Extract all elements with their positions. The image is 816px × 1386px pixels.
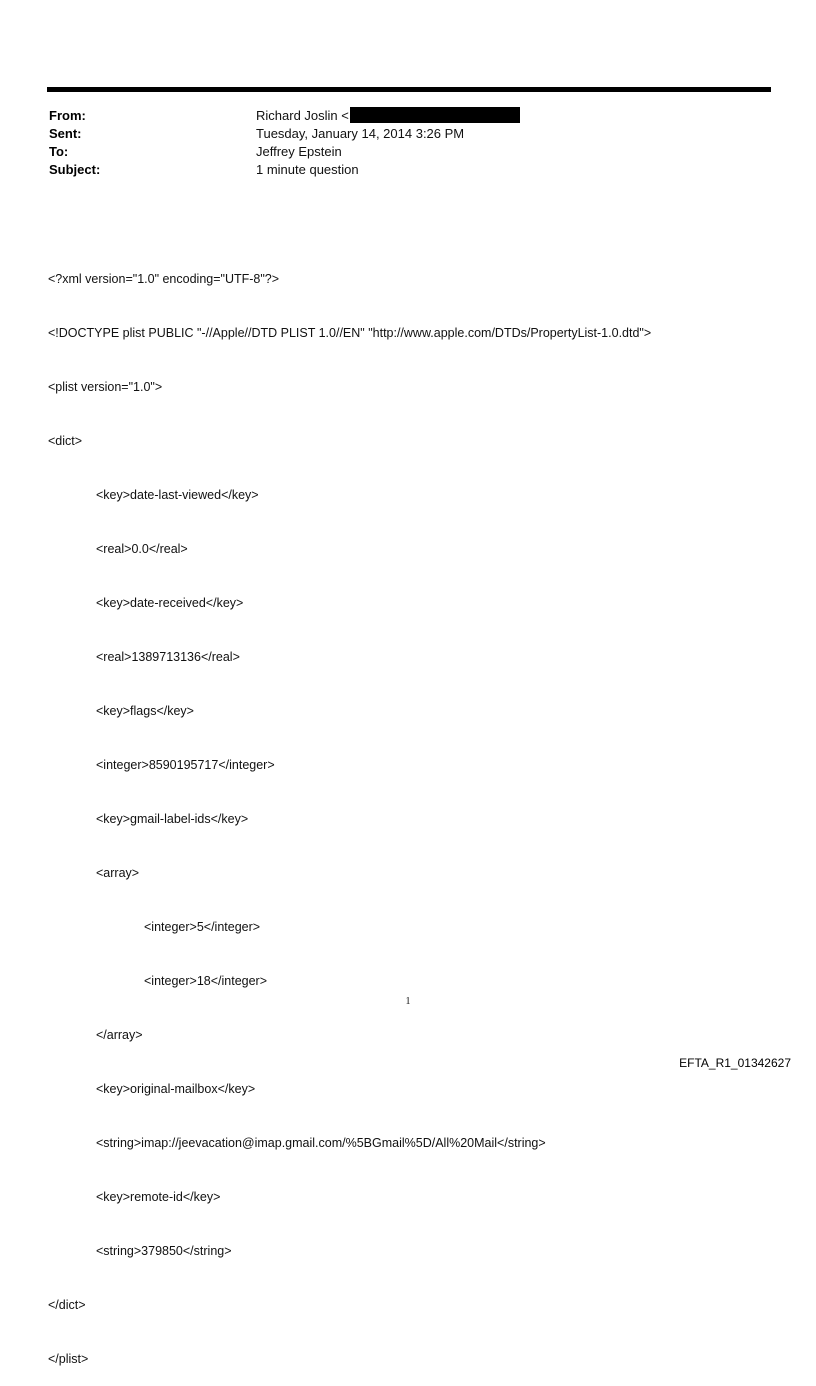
body-line: </plist>: [48, 1352, 89, 1366]
subject-value: 1 minute question: [256, 162, 359, 177]
body-line: <key>remote-id</key>: [96, 1190, 221, 1204]
body-line: <key>gmail-label-ids</key>: [96, 812, 249, 826]
to-row: [49, 143, 749, 161]
body-line: <array>: [96, 866, 140, 880]
page-number: 1: [405, 996, 411, 1007]
body-line: <!DOCTYPE plist PUBLIC "-//Apple//DTD PLIST 1.0//EN" "http://www.apple.com/DTDs/PropertyList-1.0.dtd">: [48, 326, 652, 340]
body-line: <real>1389713136</real>: [96, 650, 240, 664]
sent-row: [49, 125, 749, 143]
email-header: [49, 107, 749, 179]
body-line: <integer>5</integer>: [144, 920, 261, 934]
from-value: [256, 107, 520, 125]
body-line: <key>date-received</key>: [96, 596, 244, 610]
body-line: </dict>: [48, 1298, 86, 1312]
from-label: From:: [49, 108, 86, 123]
body-line: </array>: [96, 1028, 143, 1042]
body-line: <key>original-mailbox</key>: [96, 1082, 256, 1096]
body-line: <integer>8590195717</integer>: [96, 758, 275, 772]
from-row: [49, 107, 749, 125]
body-line: <string>imap://jeevacation@imap.gmail.com/%5BGmail%5D/All%20Mail</string>: [96, 1136, 546, 1150]
from-name: Richard Joslin <: [256, 108, 349, 123]
sent-label: Sent:: [49, 126, 82, 141]
sent-value: Tuesday, January 14, 2014 3:26 PM: [256, 126, 465, 141]
email-body: [48, 234, 788, 1386]
redaction-box: [350, 107, 520, 123]
body-line: <plist version="1.0">: [48, 380, 163, 394]
to-value: Jeffrey Epstein: [256, 144, 342, 159]
body-line: <string>379850</string>: [96, 1244, 232, 1258]
body-line: <real>0.0</real>: [96, 542, 188, 556]
body-line: <key>flags</key>: [96, 704, 194, 718]
subject-label: Subject:: [49, 162, 101, 177]
subject-row: [49, 161, 749, 179]
to-label: To:: [49, 144, 69, 159]
body-line: <?xml version="1.0" encoding="UTF-8"?>: [48, 272, 280, 286]
header-divider: [47, 87, 771, 92]
document-id: EFTA_R1_01342627: [679, 1056, 791, 1070]
body-line: <key>date-last-viewed</key>: [96, 488, 259, 502]
body-line: <dict>: [48, 434, 83, 448]
body-line: <integer>18</integer>: [144, 974, 268, 988]
